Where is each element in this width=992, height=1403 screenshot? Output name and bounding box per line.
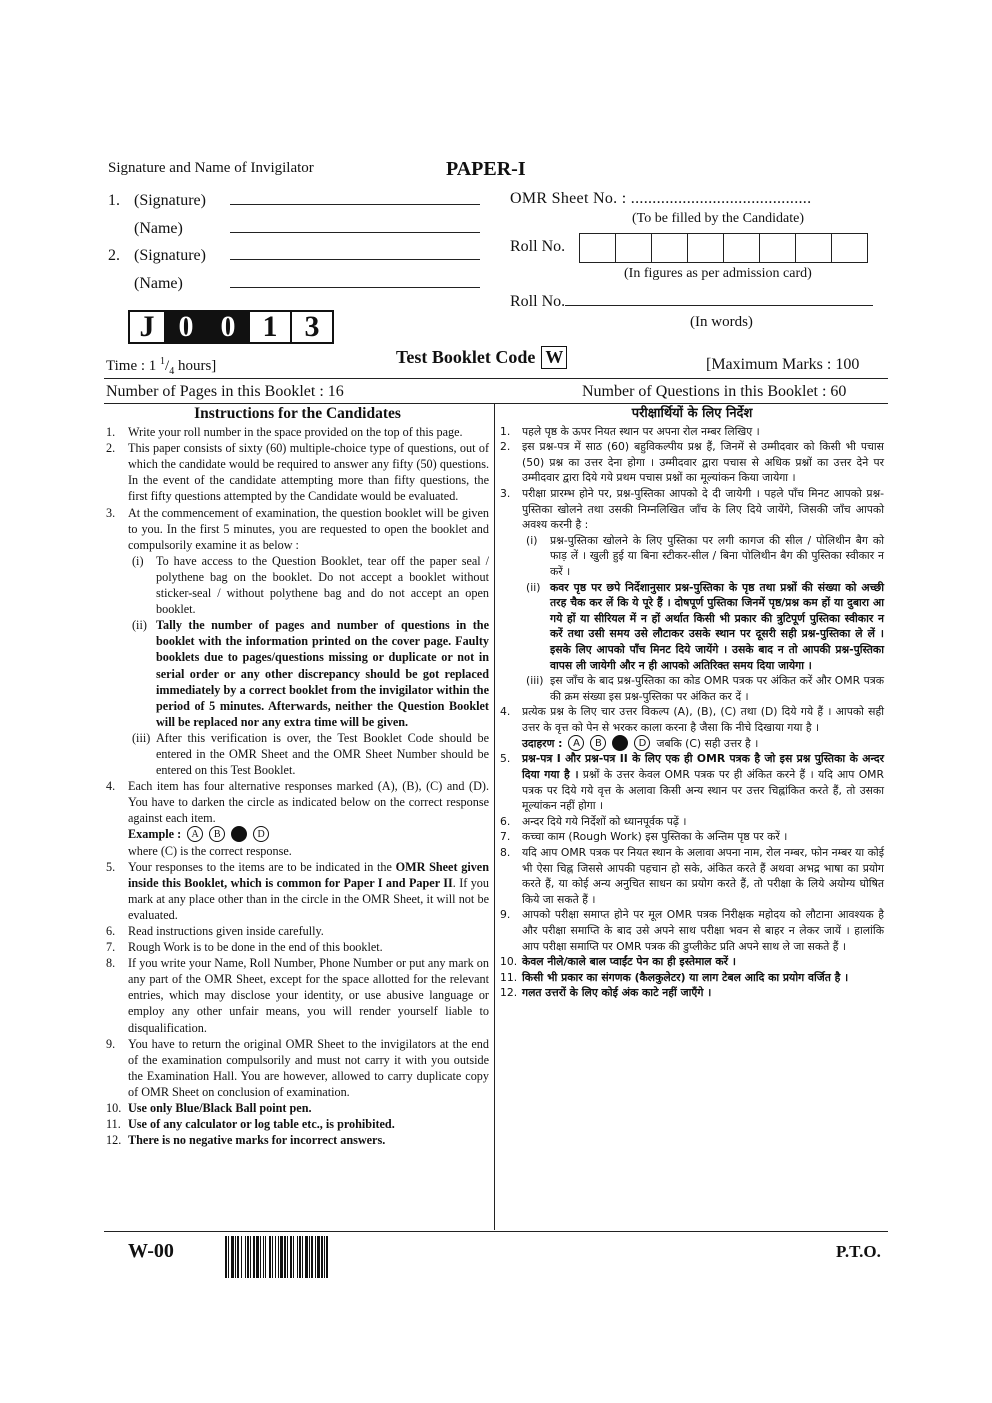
option-b-circle: B: [209, 826, 225, 842]
hindi-instruction-3-ii: कवर पृष्ठ पर छपे निर्देशानुसार प्रश्न-पुस्तिका के पृष्ठ तथा प्रश्नों की संख्या को अच्छी तरह चैक कर लें कि ये पूरे हैं । दोषपूर्ण पुस्तिका जिनमें पृष्ठ/प्रश्न कम हों या दुबारा आ गये हों या सीरियल में न हों अर्थात किसी भी प्रकार की त्रुटिपूर्ण पुस्तिका स्वीकार न करें तथा उसी समय उसे लौटाकर उसके स्थान पर दूसरी सही प्रश्न-पुस्तिका ले लें । इसके लिए आपको पाँच मिनट दिये जायेंगे । उसके बाद न तो आपकी प्रश्न-पुस्तिका वापस ली जायेगी और न ही आपको अतिरिक्त समय दिया जायेगा ।: [550, 580, 884, 672]
instruction-11: Use of any calculator or log table etc., is prohibited.: [128, 1117, 395, 1132]
example-note: where (C) is the correct response.: [128, 843, 292, 858]
english-instructions: Instructions for the Candidates 1. Write your roll number in the space provided on the top of this page. 2. This paper consists of sixty (60) multiple-choice type of questions, out of which the candidate would be required to answer any fifty (50) questions. In the event of the candidate attempting more than fifty questions, the first fifty questions attempted by the Candidate would be evaluated. 3. At the commencement of examination, the question booklet will be given to you. In the first 5 minutes, you are requested to open the booklet and compulsorily examine it as below : (i) To have access to the Question Booklet, tear off the paper seal / polythene bag on the booklet. Do not accept a booklet without sticker-seal / without polythene bag and do not accept an open booklet. (ii) Tally the number of pages and number of questions in the booklet with the information printed on the cover page. Faulty booklets due to pages/questions missing or duplicate or not in serial order or any other discrepancy should be got replaced immediately by a correct booklet from the invigilator within the period of 5 minutes. Afterwards, neither the Question Booklet will be replaced nor any extra time will be given. (iii) After this verification is over, the Test Booklet Code should be entered in the OMR Sheet and the OMR Sheet Number should be entered on this Test Booklet. 4. Each item has four alternative responses marked (A), (B), (C) and (D). You have to darken the circle as indicated below on the correct response against each item. Example : A B D where (C) is the correct response. 5. Your responses to the items are to be indicated in the OMR Sheet given inside this Booklet, which is common for Paper I and Paper II. If you mark at any place other than in the circle in the OMR Sheet, it will not be evaluated. 6. Read instructions given inside carefully. 7. Rough Work is to be done in the end of this booklet. 8. If you write your Name, Roll Number, Phone Number or put any mark on any part of the OMR Sheet, except for the space allotted for the relevant entries, which may disclose your identity, or use abusive language or employ any other unfair means, you will render yourself liable to disqualification. 9. You have to return the original OMR Sheet to the invigilators at the end of the examination compulsorily and must not carry it with you outside the Examination Hall. You are however, allowed to carry duplicate copy of OMR Sheet on conclusion of examination. 10. Use only Blue/Black Ball point pen. 11. Use of any calculator or log table etc., is prohibited. 12. There is no negative marks for incorrect answers.: [106, 405, 489, 1148]
omr-note: (To be filled by the Candidate): [632, 211, 805, 226]
pages-count: Number of Pages in this Booklet : 16: [106, 383, 344, 400]
signature-line[interactable]: [230, 245, 480, 260]
option-a-circle: A: [187, 826, 203, 842]
booklet-code-value: W: [541, 346, 567, 369]
roll-digit-box[interactable]: [687, 233, 724, 263]
name-line[interactable]: [230, 218, 480, 233]
instruction-7: Rough Work is to be done in the end of this booklet.: [128, 940, 383, 955]
divider: [104, 403, 888, 404]
instruction-3: At the commencement of examination, the question booklet will be given to you. In the first 5 minutes, you are requested to open the booklet and compulsorily examine it as below :: [128, 505, 489, 552]
roll-words-label: Roll No.: [510, 293, 566, 310]
test-booklet-code: Test Booklet Code W: [396, 346, 567, 369]
paper-title: PAPER-I: [446, 158, 526, 180]
instruction-3-ii: Tally the number of pages and number of questions in the booklet with the information printed on the cover page. Faulty booklets due to pages/questions missing or duplicate or not in serial order or any other discrepancy should be got replaced immediately by a correct booklet from the invigilator within the period of 5 minutes. Afterwards, neither the Question Booklet will be replaced nor any extra time will be given.: [156, 618, 489, 729]
instruction-3-i: To have access to the Question Booklet, tear off the paper seal / polythene bag on the booklet. Do not accept a booklet without sticker-seal / without polythene bag and do not accept an open booklet.: [156, 553, 489, 617]
instruction-3-iii: After this verification is over, the Test Booklet Code should be entered in the OMR Sheet and the OMR Sheet Number should be entered on this Test Booklet.: [156, 730, 489, 778]
name-label: (Name): [134, 275, 183, 292]
hindi-instruction-3-iii: इस जाँच के बाद प्रश्न-पुस्तिका का कोड OMR पत्रक पर अंकित करें और OMR पत्रक की क्रम संख्या इस प्रश्न-पुस्तिका पर अंकित कर दें ।: [550, 674, 884, 703]
hindi-instruction-4: प्रत्येक प्रश्न के लिए चार उत्तर विकल्प (A), (B), (C) तथा (D) दिये गये हैं । आपको सही उत्तर के वृत्त को पेन से भरकर काला करना है जैसा कि नीचे दिखाया गया है ।: [522, 705, 884, 734]
roll-digit-box[interactable]: [579, 233, 616, 263]
hindi-instruction-1: पहले पृष्ठ के ऊपर नियत स्थान पर अपना रोल नम्बर लिखिए ।: [522, 424, 760, 438]
hindi-instruction-9: आपको परीक्षा समाप्त होने पर मूल OMR पत्रक निरीक्षक महोदय को लौटाना आवश्यक है और परीक्षा समाप्ति के बाद उसे अपने साथ परीक्षा भवन से बाहर न लेकर जायें । हालांकि आप परीक्षा समाप्ति पर OMR पत्रक की डुप्लीकेट प्रति अपने साथ ले जा सकते हैं ।: [522, 908, 884, 953]
hindi-instruction-3-i: प्रश्न-पुस्तिका खोलने के लिए पुस्तिका पर लगी कागज की सील / पोलिथीन बैग को फाड़ लें । खुली हुई या बिना स्टीकर-सील / बिना पोलिथीन बैग की पुस्तिका स्वीकार न करें ।: [550, 533, 884, 578]
english-instructions-title: Instructions for the Candidates: [194, 405, 401, 422]
option-c-filled-circle: [612, 735, 628, 751]
option-a-circle: A: [568, 735, 584, 751]
instruction-1: Write your roll number in the space provided on the top of this page.: [128, 425, 463, 440]
hindi-instruction-10: केवल नीले/काले बाल प्वाईंट पेन का ही इस्तेमाल करें ।: [522, 955, 736, 969]
signature-line[interactable]: [230, 190, 480, 205]
please-turn-over: P.T.O.: [836, 1242, 881, 1261]
time-allowed: Time : 1 $^1/_4$ hours]: [106, 356, 217, 377]
example-row: [106, 826, 489, 842]
roll-digit-box[interactable]: [795, 233, 832, 263]
sig-label: (Signature): [134, 247, 206, 264]
roll-digit-box[interactable]: [759, 233, 796, 263]
instruction-6: Read instructions given inside carefully.: [128, 924, 324, 938]
signature-row-1: [108, 190, 480, 210]
column-divider: [494, 404, 495, 1230]
roll-words-line[interactable]: [565, 291, 873, 306]
option-d-circle: D: [253, 826, 269, 842]
hindi-instruction-7: कच्चा काम (Rough Work) इस पुस्तिका के अन्तिम पृष्ठ पर करें ।: [522, 830, 788, 844]
hindi-instructions: परीक्षार्थियों के लिए निर्देश 1. पहले पृष्ठ के ऊपर नियत स्थान पर अपना रोल नम्बर लिखिए । 2. इस प्रश्न-पत्र में साठ (60) बहुविकल्पीय प्रश्न हैं, जिनमें से उम्मीदवार को किसी भी पचास (50) प्रश्न का उत्तर देना होगा । उम्मीदवार द्वारा पचास से अधिक प्रश्नों का उत्तर देने पर उम्मीदवार द्वारा दिये गये प्रथम पचास प्रश्नों का मूल्यांकन किया जायेगा । 3. परीक्षा प्रारम्भ होने पर, प्रश्न-पुस्तिका आपको दे दी जायेगी । पहले पाँच मिनट आपको प्रश्न-पुस्तिका खोलने तथा उसकी निम्नलिखित जाँच के लिए दिये जायेंगे, जिसकी जाँच आपको अवश्य करनी है : (i) प्रश्न-पुस्तिका खोलने के लिए पुस्तिका पर लगी कागज की सील / पोलिथीन बैग को फाड़ लें । खुली हुई या बिना स्टीकर-सील / बिना पोलिथीन बैग की पुस्तिका स्वीकार न करें । (ii) कवर पृष्ठ पर छपे निर्देशानुसार प्रश्न-पुस्तिका के पृष्ठ तथा प्रश्नों की संख्या को अच्छी तरह चैक कर लें कि ये पूरे हैं । दोषपूर्ण पुस्तिका जिनमें पृष्ठ/प्रश्न कम हों या दुबारा आ गये हों या सीरियल में न हों अर्थात किसी भी प्रकार की त्रुटिपूर्ण पुस्तिका स्वीकार न करें तथा उसी समय उसे लौटाकर उसके स्थान पर दूसरी सही प्रश्न-पुस्तिका ले लें । इसके लिए आपको पाँच मिनट दिये जायेंगे । उसके बाद न तो आपकी प्रश्न-पुस्तिका वापस ली जायेगी और न ही आपको अतिरिक्त समय दिया जायेगा । (iii) इस जाँच के बाद प्रश्न-पुस्तिका का कोड OMR पत्रक पर अंकित करें और OMR पत्रक की क्रम संख्या इस प्रश्न-पुस्तिका पर अंकित कर दें । 4. प्रत्येक प्रश्न के लिए चार उत्तर विकल्प (A), (B), (C) तथा (D) दिये गये हैं । आपको सही उत्तर के वृत्त को पेन से भरकर काला करना है जैसा कि नीचे दिखाया गया है । उदाहरण : A B D जबकि (C) सही उत्तर है । 5. प्रश्न-पत्र I और प्रश्न-पत्र II के लिए एक ही OMR पत्रक है जो इस प्रश्न पुस्तिका के अन्दर दिया गया है । प्रश्नों के उत्तर केवल OMR पत्रक पर ही अंकित करने हैं । यदि आप OMR पत्रक पर दिये गये वृत्त के अलावा किसी अन्य स्थान पर उत्तर चिह्नांकित करते हैं, तो उसका मूल्यांकन नहीं होगा । 6. अन्दर दिये गये निर्देशों को ध्यानपूर्वक पढ़ें । 7. कच्चा काम (Rough Work) इस पुस्तिका के अन्तिम पृष्ठ पर करें । 8. यदि आप OMR पत्रक पर नियत स्थान के अलावा अपना नाम, रोल नम्बर, फोन नम्बर या कोई भी ऐसा चिह्न जिससे आपकी पहचान हो सके, अंकित करते हैं अथवा अभद्र भाषा का प्रयोग करते हैं, या कोई अन्य अनुचित साधन का प्रयोग करते हैं, तो परीक्षा के लिये अयोग्य घोषित किये जा सकते हैं । 9. आपको परीक्षा समाप्त होने पर मूल OMR पत्रक निरीक्षक महोदय को लौटाना आवश्यक है और परीक्षा समाप्ति के बाद उसे अपने साथ परीक्षा भवन से बाहर न लेकर जायें । हालांकि आप परीक्षा समाप्ति पर OMR पत्रक की डुप्लीकेट प्रति अपने साथ ले जा सकते हैं । 10. केवल नीले/काले बाल प्वाईंट पेन का ही इस्तेमाल करें । 11. किसी भी प्रकार का संगणक (कैलकुलेटर) या लाग टेबल आदि का प्रयोग वर्जित है । 12. गलत उत्तरों के लिए कोई अंक काटे नहीं जाएँगे ।: [500, 406, 885, 1000]
paper-code-box: [130, 310, 334, 344]
instruction-4: Each item has four alternative responses marked (A), (B), (C) and (D). You have to darken the circle as indicated below on the correct response against each item.: [128, 779, 489, 826]
omr-sheet-number[interactable]: OMR Sheet No. : ..........................................: [510, 190, 812, 207]
instruction-8: If you write your Name, Roll Number, Phone Number or put any mark on any part of the OMR Sheet, except for the space allotted for the relevant entries, which may disclose your identity, or use abusive language or employ any other unfair means, you will render yourself liable to disqualification.: [128, 956, 489, 1035]
roll-digit-box[interactable]: [723, 233, 760, 263]
option-d-circle: D: [634, 735, 650, 751]
sig-label: (Signature): [134, 192, 206, 209]
hindi-instructions-title: परीक्षार्थियों के लिए निर्देश: [631, 406, 753, 421]
instruction-10: Use only Blue/Black Ball point pen.: [128, 1101, 312, 1116]
roll-number-label: Roll No.: [510, 238, 566, 255]
name-row-2: [108, 273, 480, 293]
sig-number: 1.: [108, 192, 120, 209]
code-char: 3: [290, 310, 334, 344]
hindi-instruction-6: अन्दर दिये गये निर्देशों को ध्यानपूर्वक पढ़ें ।: [522, 814, 687, 828]
maximum-marks: [Maximum Marks : 100: [706, 356, 860, 373]
hindi-instruction-8: यदि आप OMR पत्रक पर नियत स्थान के अलावा अपना नाम, रोल नम्बर, फोन नम्बर या कोई भी ऐसा चिह्न जिससे आपकी पहचान हो सके, अंकित करते हैं अथवा अभद्र भाषा का प्रयोग करते हैं, या कोई अन्य अनुचित साधन का प्रयोग करते हैं, तो परीक्षा के लिये अयोग्य घोषित किये जा सकते हैं ।: [522, 846, 884, 906]
hindi-instruction-3: परीक्षा प्रारम्भ होने पर, प्रश्न-पुस्तिका आपको दे दी जायेगी । पहले पाँच मिनट आपको प्रश्न-पुस्तिका खोलने तथा उसकी निम्नलिखित जाँच के लिए दिये जायेंगे, जिसकी जाँच आपको अवश्य करनी है :: [522, 486, 884, 532]
code-char: J: [128, 310, 166, 344]
hindi-example-row: [500, 735, 884, 751]
sig-number: 2.: [108, 247, 120, 264]
hindi-instruction-11: किसी भी प्रकार का संगणक (कैलकुलेटर) या लाग टेबल आदि का प्रयोग वर्जित है ।: [522, 970, 849, 984]
example-label: Example :: [128, 827, 182, 842]
hindi-example-label: उदाहरण :: [522, 736, 563, 750]
roll-words-note: (In words): [690, 314, 753, 330]
option-b-circle: B: [590, 735, 606, 751]
roll-number-boxes[interactable]: [580, 233, 868, 263]
roll-digit-box[interactable]: [651, 233, 688, 263]
code-char: 1: [248, 310, 292, 344]
barcode-bar: [328, 1236, 330, 1278]
instruction-9: You have to return the original OMR Sheet to the invigilators at the end of the examination compulsorily and must not carry it with you outside the Examination Hall. You are however, allowed to carry duplicate copy of OMR Sheet on conclusion of examination.: [128, 1036, 489, 1099]
invigilator-heading: Signature and Name of Invigilator: [108, 160, 314, 176]
booklet-series-code: W-00: [128, 1240, 174, 1262]
roll-digit-box[interactable]: [831, 233, 868, 263]
instruction-12: There is no negative marks for incorrect answers.: [128, 1133, 386, 1148]
hindi-instruction-2: इस प्रश्न-पत्र में साठ (60) बहुविकल्पीय प्रश्न हैं, जिनमें से उम्मीदवार को किसी भी पचास (50) प्रश्न का उत्तर देना होगा । उम्मीदवार द्वारा पचास से अधिक प्रश्नों का उत्तर देने पर उम्मीदवार द्वारा दिये गये प्रथम पचास प्रश्नों का मूल्यांकन किया जायेगा ।: [522, 440, 884, 485]
roll-number-note: (In figures as per admission card): [624, 266, 812, 281]
name-label: (Name): [134, 220, 183, 237]
questions-count: Number of Questions in this Booklet : 60: [582, 383, 847, 400]
code-char: 0: [164, 310, 208, 344]
hindi-instruction-12: गलत उत्तरों के लिए कोई अंक काटे नहीं जाएँगे ।: [522, 986, 712, 1000]
divider: [104, 1231, 888, 1232]
signature-row-2: [108, 245, 480, 265]
code-char: 0: [206, 310, 250, 344]
name-row-1: [108, 218, 480, 238]
instruction-2: This paper consists of sixty (60) multiple-choice type of questions, out of which the candidate would be required to answer any fifty (50) questions. In the event of the candidate attempting more than fifty questions, the first fifty questions attempted by the Candidate would be evaluated.: [128, 441, 489, 504]
roll-digit-box[interactable]: [615, 233, 652, 263]
hindi-example-note: जबकि (C) सही उत्तर है ।: [656, 736, 759, 750]
option-c-filled-circle: [231, 826, 247, 842]
barcode: [225, 1236, 425, 1278]
name-line[interactable]: [230, 273, 480, 288]
roll-number-words-row[interactable]: [510, 291, 873, 311]
divider: [104, 378, 888, 379]
